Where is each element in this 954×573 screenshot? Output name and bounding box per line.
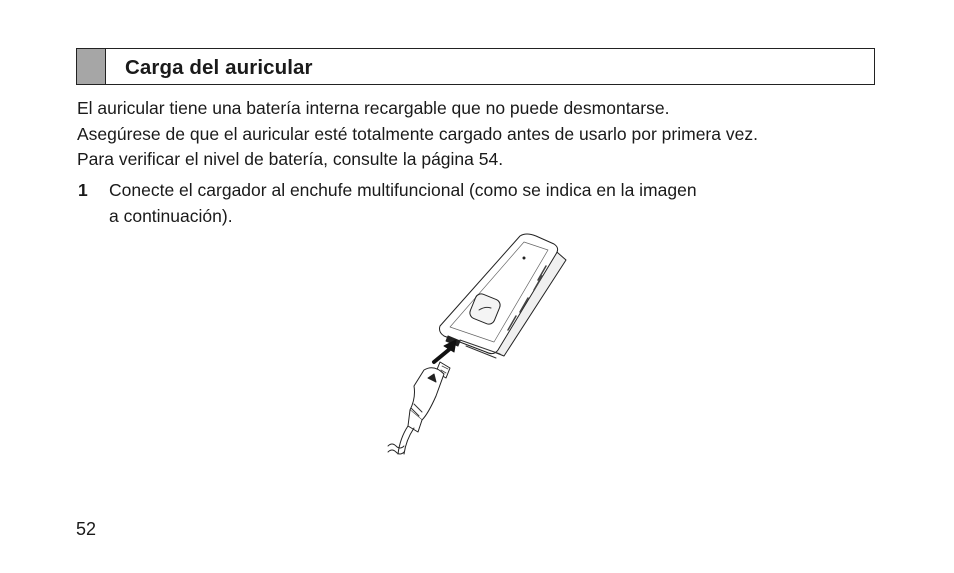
step-number: 1 (78, 180, 88, 200)
intro-line: Asegúrese de que el auricular esté totalmente cargado antes de usarlo por primera vez. (77, 123, 758, 144)
intro-line: El auricular tiene una batería interna recargable que no puede desmontarse. (77, 98, 670, 118)
intro-paragraph (77, 96, 877, 173)
section-header (76, 48, 875, 85)
page-number: 52 (76, 519, 97, 539)
headset-charger-image (378, 228, 578, 464)
step-text-line: a continuación). (109, 205, 233, 226)
step-text-line: Conecte el cargador al enchufe multifuncional (como se indica en la imagen (109, 180, 697, 200)
section-marker-bar (77, 49, 106, 84)
section-title: Carga del auricular (125, 56, 313, 79)
charging-illustration (378, 228, 578, 464)
step-text (109, 178, 809, 229)
intro-line: Para verificar el nivel de batería, consulte la página 54. (77, 149, 504, 169)
charger-cable (398, 426, 414, 454)
